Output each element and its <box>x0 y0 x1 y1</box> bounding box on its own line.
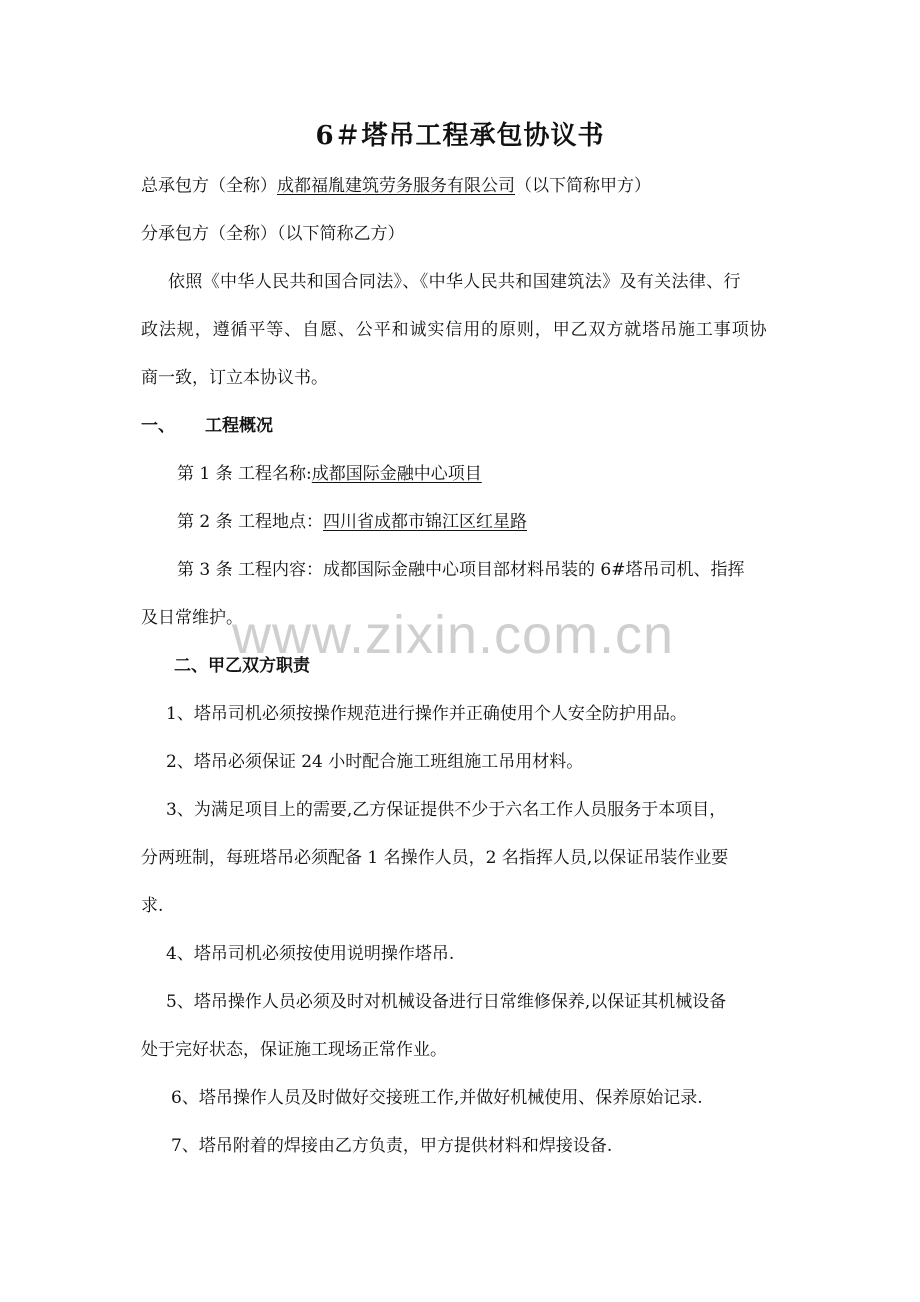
sub-contractor-line: 分承包方（全称）（以下简称乙方） <box>141 224 405 244</box>
article-1-label: 第 1 条 工程名称: <box>177 464 312 484</box>
article-1 <box>177 462 482 486</box>
duty-7: 7、塔吊附着的焊接由乙方负责，甲方提供材料和焊接设备. <box>171 1136 613 1156</box>
general-contractor-name: 成都福胤建筑劳务服务有限公司 <box>277 176 515 196</box>
section-1-number: 一、 <box>141 416 175 436</box>
article-2-label: 第 2 条 工程地点： <box>177 512 324 532</box>
intro-line-3: 商一致，订立本协议书。 <box>141 368 328 388</box>
watermark-text: www.zixin.com.cn <box>232 605 675 665</box>
duty-4: 4、塔吊司机必须按使用说明操作塔吊. <box>166 944 455 964</box>
general-contractor-suffix: （以下简称甲方） <box>515 176 651 196</box>
article-2 <box>177 510 527 534</box>
duty-2: 2、塔吊必须保证 24 小时配合施工班组施工吊用材料。 <box>166 752 584 772</box>
article-1-value: 成都国际金融中心项目 <box>311 464 482 484</box>
general-contractor-prefix: 总承包方（全称） <box>141 176 277 196</box>
intro-line-1: 依照《中华人民共和国合同法》、《中华人民共和国建筑法》及有关法律、行 <box>168 272 741 292</box>
duty-3-line-2: 分两班制，每班塔吊必须配备 1 名操作人员，2 名指挥人员,以保证吊装作业要 <box>141 848 729 868</box>
duty-6: 6、塔吊操作人员及时做好交接班工作,并做好机械使用、保养原始记录. <box>171 1088 703 1108</box>
intro-line-2: 政法规，遵循平等、自愿、公平和诚实信用的原则，甲乙双方就塔吊施工事项协 <box>141 320 768 340</box>
section-2-title: 二、甲乙双方职责 <box>174 656 310 676</box>
document-title: 6＃塔吊工程承包协议书 <box>315 121 605 151</box>
article-2-value: 四川省成都市锦江区红星路 <box>323 512 528 532</box>
general-contractor-line <box>141 174 651 198</box>
article-3-line-2: 及日常维护。 <box>141 608 243 628</box>
duty-5-line-1: 5、塔吊操作人员必须及时对机械设备进行日常维修保养,以保证其机械设备 <box>166 992 727 1012</box>
article-3-line-1: 第 3 条 工程内容：成都国际金融中心项目部材料吊装的 6#塔吊司机、指挥 <box>177 560 745 580</box>
duty-3-line-3: 求. <box>141 896 164 916</box>
duty-1: 1、塔吊司机必须按操作规范进行操作并正确使用个人安全防护用品。 <box>166 704 687 724</box>
duty-5-line-2: 处于完好状态，保证施工现场正常作业。 <box>141 1040 447 1060</box>
section-1-title: 工程概况 <box>205 416 273 436</box>
duty-3-line-1: 3、为满足项目上的需要,乙方保证提供不少于六名工作人员服务于本项目， <box>166 800 727 820</box>
